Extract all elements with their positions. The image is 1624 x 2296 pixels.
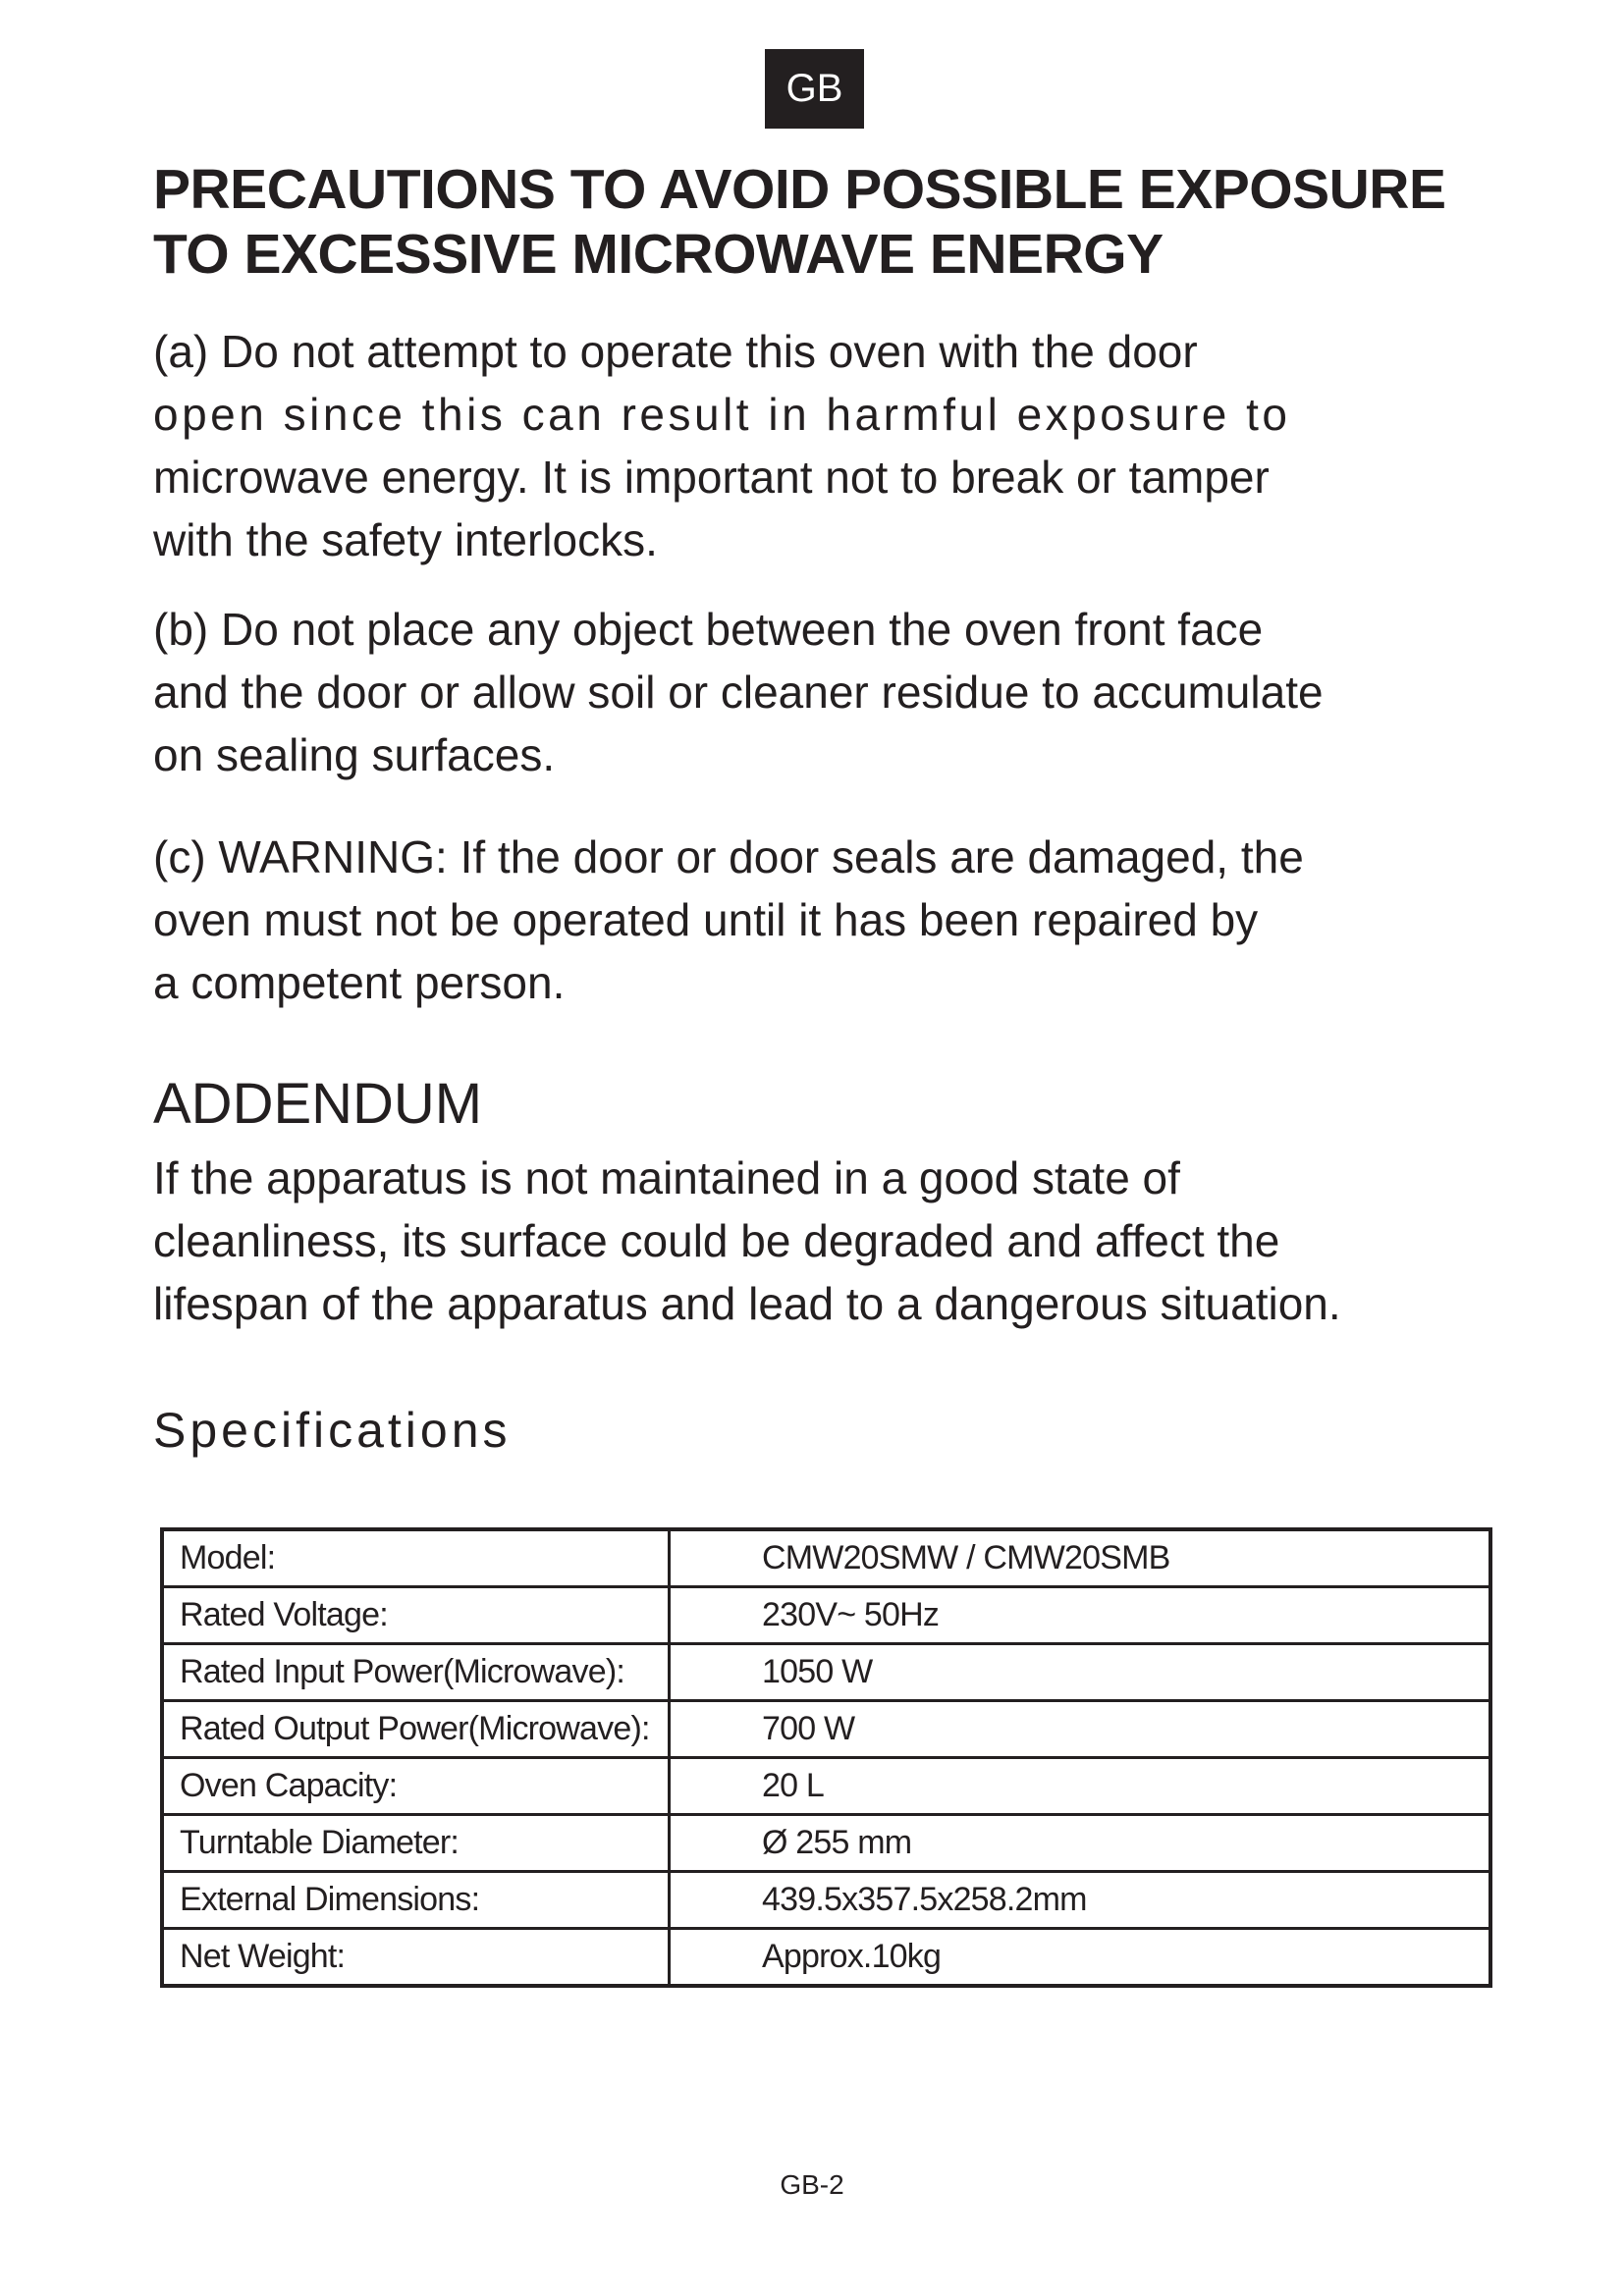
precaution-item-c	[153, 826, 1304, 1014]
specifications-table	[160, 1527, 1492, 1988]
spec-label: External Dimensions:	[162, 1872, 670, 1929]
text-line: a competent person.	[153, 957, 566, 1008]
table-row	[162, 1701, 1490, 1758]
heading-line: PRECAUTIONS TO AVOID POSSIBLE EXPOSURE	[153, 158, 1446, 221]
table-row	[162, 1644, 1490, 1701]
addendum-text	[153, 1147, 1341, 1335]
spec-label: Net Weight:	[162, 1929, 670, 1987]
spec-value: CMW20SMW / CMW20SMB	[670, 1529, 1491, 1587]
spec-value: 230V~ 50Hz	[670, 1587, 1491, 1644]
spec-value: 439.5x357.5x258.2mm	[670, 1872, 1491, 1929]
text-line: oven must not be operated until it has been repaired by	[153, 894, 1259, 945]
language-badge: GB	[765, 49, 864, 129]
specifications-heading: Specifications	[153, 1403, 512, 1458]
spec-value: 700 W	[670, 1701, 1491, 1758]
heading-line: TO EXCESSIVE MICROWAVE ENERGY	[153, 223, 1164, 286]
table-row	[162, 1872, 1490, 1929]
text-line: microwave energy. It is important not to break or tamper	[153, 452, 1270, 503]
text-line: on sealing surfaces.	[153, 729, 556, 780]
spec-label: Rated Voltage:	[162, 1587, 670, 1644]
table-row	[162, 1815, 1490, 1872]
precaution-item-b	[153, 598, 1324, 786]
text-line: If the apparatus is not maintained in a good state of	[153, 1152, 1180, 1203]
precaution-item-a	[153, 320, 1290, 571]
spec-label: Rated Input Power(Microwave):	[162, 1644, 670, 1701]
table-row	[162, 1529, 1490, 1587]
precautions-heading	[153, 157, 1528, 287]
text-line: with the safety interlocks.	[153, 514, 658, 565]
text-line: (c) WARNING: If the door or door seals are damaged, the	[153, 831, 1304, 882]
text-line: cleanliness, its surface could be degraded and affect the	[153, 1215, 1280, 1266]
spec-label: Oven Capacity:	[162, 1758, 670, 1815]
table-row	[162, 1929, 1490, 1987]
text-line: and the door or allow soil or cleaner residue to accumulate	[153, 667, 1324, 718]
text-line: (b) Do not place any object between the oven front face	[153, 604, 1264, 655]
spec-label: Rated Output Power(Microwave):	[162, 1701, 670, 1758]
page-number: GB-2	[780, 2169, 844, 2200]
spec-label: Turntable Diameter:	[162, 1815, 670, 1872]
addendum-heading: ADDENDUM	[153, 1072, 483, 1136]
spec-value: Ø 255 mm	[670, 1815, 1491, 1872]
spec-value: 20 L	[670, 1758, 1491, 1815]
spec-value: 1050 W	[670, 1644, 1491, 1701]
table-row	[162, 1758, 1490, 1815]
text-line: (a) Do not attempt to operate this oven with the door	[153, 326, 1198, 377]
spec-label: Model:	[162, 1529, 670, 1587]
table-row	[162, 1587, 1490, 1644]
text-line: open since this can result in harmful exposure to	[153, 389, 1291, 440]
text-line: lifespan of the apparatus and lead to a dangerous situation.	[153, 1278, 1341, 1329]
spec-value: Approx.10kg	[670, 1929, 1491, 1987]
